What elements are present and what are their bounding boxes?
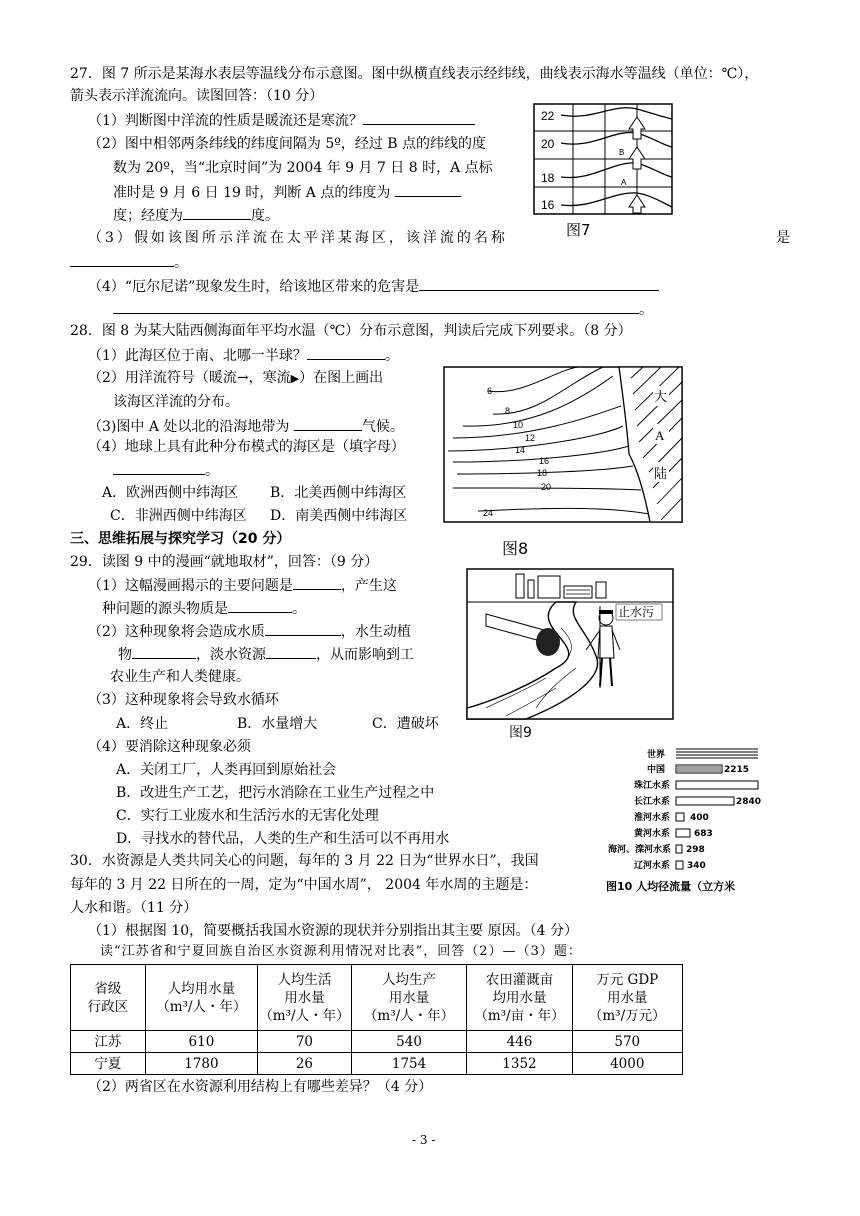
fig8-land-char-2: 陆 [654,467,668,482]
fig8-isotherm-16: 16 [539,456,550,466]
q30-table-intro: 读“江苏省和宁夏回族自治区水资源利用情况对比表”，回答（2）—（3）题： [100,944,582,959]
q28-part1: （1）此海区位于南、北哪一半球？ 。 [88,345,399,366]
fig8-land-char-1: 大 [654,390,668,405]
figure-9-caption: 图9 [509,725,532,741]
q28-part2-line2: 该海区洋流的分布。 [113,394,239,410]
q29-part4-option-a: A．关闭工厂，人类再回到原始社会 [116,762,337,778]
q29-part1-line2: 种问题的源头物质是 。 [102,598,306,619]
q28-option-b: B．北美西侧中纬海区 [270,485,407,501]
fig10-row-value-hai: 298 [686,845,705,855]
table-header-irrigation: 农田灌溉亩 均用水量 （m³/亩・年） [467,965,572,1031]
water-use-comparison-table [70,964,683,1075]
figure-10-bars [608,746,762,874]
fig10-row-value-liao: 340 [687,861,706,871]
q29-intro: 29．读图 9 中的漫画“就地取材”，回答：（9 分） [70,554,379,570]
q27-part3-line2: 。 [70,252,188,273]
q29-part1-line1: （1）这幅漫画揭示的主要问题是 ，产生这 [88,575,397,596]
figure-7-isotherm-map [533,103,673,215]
figure-8-water-temperature-map [443,366,683,523]
fig8-isotherm-18: 18 [537,468,548,478]
fig7-label-18: 18 [541,171,555,185]
q29-part2-line1: （2）这种现象将会造成水质 ，水生动植 [88,621,411,642]
fig8-isotherm-14: 14 [515,445,526,455]
figure-7-caption: 图7 [566,221,591,239]
figure-10-caption: 图10 人均径流量（立方米 [606,880,736,893]
page-number: - 3 - [412,1133,436,1147]
fig8-isotherm-12: 12 [525,433,536,443]
table-cell: 4000 [572,1053,682,1075]
q28-option-d: D．南美西侧中纬海区 [270,508,408,524]
fig10-row-label-liao: 辽河水系 [634,861,671,871]
table-header-region: 省级 行政区 [71,965,146,1031]
table-cell: 540 [351,1031,467,1053]
q28-part2-line1: （2）用洋流符号（暖流→，寒流▶）在图上画出 [88,370,384,386]
fig7-label-22: 22 [541,109,555,123]
table-cell: 26 [258,1053,352,1075]
q29-part4: （4）要消除这种现象必须 [88,739,251,755]
cold-current-arrow-icon: ▶ [290,372,300,385]
q29-part3-option-b: B．水量增大 [237,716,318,732]
table-cell: 70 [258,1031,352,1053]
fig8-isotherm-6: 6 [487,386,493,396]
fig10-row-label-huai: 淮河水系 [634,813,671,823]
table-row [71,1053,683,1075]
q29-part2-line3: 农业生产和人类健康。 [110,669,250,685]
q27-part2-line4: 度；经度为 度。 [113,205,279,226]
q28-option-c: C．非洲西侧中纬海区 [110,508,247,524]
table-cell: 1780 [145,1053,258,1075]
table-cell: 446 [467,1031,572,1053]
q30-line1: 30．水资源是人类共同关心的问题，每年的 3 月 22 日为“世界水日”，我国 [70,853,539,869]
fig7-point-b: B [619,148,625,157]
q29-part3-option-a: A．终止 [116,716,169,732]
table-row [71,1031,683,1053]
fig10-row-value-yellow: 683 [694,829,713,839]
table-cell: 1352 [467,1053,572,1075]
q30-part1: （1）根据图 10，简要概括我国水资源的现状并分别指出其主要 原因。（4 分） [88,923,578,939]
fig8-isotherm-20: 20 [541,482,552,492]
fig10-row-label-china: 中国 [647,765,666,775]
table-header-production: 人均生产 用水量 （m³/人・年） [351,965,467,1031]
q27-part1: （1）判断图中洋流的性质是暖流还是寒流？ [88,110,475,131]
table-cell: 610 [145,1031,258,1053]
table-cell: 570 [572,1031,682,1053]
q30-line3: 人水和谐。（11 分） [70,900,198,916]
fig7-point-a: A [621,178,627,187]
q28-part4-blank: 。 [113,460,219,481]
table-cell: 江苏 [71,1031,146,1053]
figure-9-cartoon [466,568,674,720]
q29-part3-option-c: C．遭破坏 [372,716,439,732]
q27-part2-line2: 数为 20º，当“北京时间”为 2004 年 9 月 7 日 8 时，A 点标 [113,160,493,176]
q27-part4-line1: （4）“厄尔尼诺”现象发生时，给该地区带来的危害是 [88,276,659,297]
fig8-isotherm-24: 24 [483,508,494,518]
figure-8-caption: 图8 [502,539,529,558]
q29-part4-option-b: B．改进生产工艺，把污水消除在工业生产过程之中 [116,785,435,801]
q29-part2-line2: 物 ，淡水资源 ，从而影响到工 [118,644,414,665]
table-header-row [71,965,683,1031]
table-header-gdp: 万元 GDP 用水量 （m³/万元） [572,965,682,1031]
q27-intro-line2: 箭头表示洋流流向。读图回答：（10 分） [70,88,324,104]
q27-part4-line2: 。 [113,299,653,320]
q27-part2-line3: 准时是 9 月 6 日 19 时，判断 A 点的纬度为 [113,182,461,203]
fig9-sign-text: 止水污 [618,605,655,619]
fig10-row-label-pearl: 珠江水系 [634,781,671,791]
table-cell: 宁夏 [71,1053,146,1075]
q29-part4-option-c: C．实行工业废水和生活污水的无害化处理 [116,808,379,824]
q28-option-a: A．欧洲西侧中纬海区 [102,485,239,501]
fig8-land-point-a: A [655,428,665,443]
q28-part3: （3)图中 A 处以北的沿海地带为 气候。 [88,416,404,437]
q27-part3-shi: 是 [776,230,790,246]
fig10-row-value-china: 2215 [724,765,750,775]
fig10-row-label-yangtze: 长江水系 [634,797,671,807]
fig10-row-label-world: 世界 [647,750,666,760]
q30-part2: （2）两省区在水资源利用结构上有哪些差异？（4 分） [88,1079,433,1095]
figure-10-bar-chart [608,746,762,874]
fig10-row-label-hai: 海河、滦河水系 [608,845,672,855]
table-header-per-capita: 人均用水量 （m³/人・年） [145,965,258,1031]
fig8-isotherm-10: 10 [513,420,524,430]
q27-part2-line1: （2）图中相邻两条纬线的纬度间隔为 5º，经过 B 点的纬线的度 [88,136,487,152]
q29-part3: （3）这种现象将会导致水循环 [88,692,279,708]
q27-part3-line1: （3）假如该图所示洋流在太平洋某海区，该洋流的名称 [88,230,508,246]
q27-intro-line1: 27．图 7 所示是某海水表层等温线分布示意图。图中纵横直线表示经纬线，曲线表示海水等温线（单位：℃）， [70,66,759,82]
fig7-label-20: 20 [541,137,555,151]
table-cell: 1754 [351,1053,467,1075]
q29-part4-option-d: D．寻找水的替代品，人类的生产和生活可以不再用水 [116,831,450,847]
section-3-heading: 三、思维拓展与探究学习（20 分） [70,531,291,547]
fig10-row-label-yellow: 黄河水系 [634,829,671,839]
fig8-isotherm-8: 8 [505,406,511,416]
fig7-label-16: 16 [541,198,555,212]
q28-part4: （4）地球上具有此种分布模式的海区是（填字母） [88,439,405,455]
q28-intro: 28．图 8 为某大陆西侧海面年平均水温（℃）分布示意图，判读后完成下列要求。（8 分） [70,323,632,339]
fig10-row-value-yangtze: 2840 [736,797,762,807]
fig10-row-value-huai: 400 [690,813,709,823]
q30-line2: 每年的 3 月 22 日所在的一周，定为“中国水周”， 2004 年水周的主题是： [70,877,538,893]
table-header-domestic: 人均生活 用水量 （m³/人・年） [258,965,352,1031]
